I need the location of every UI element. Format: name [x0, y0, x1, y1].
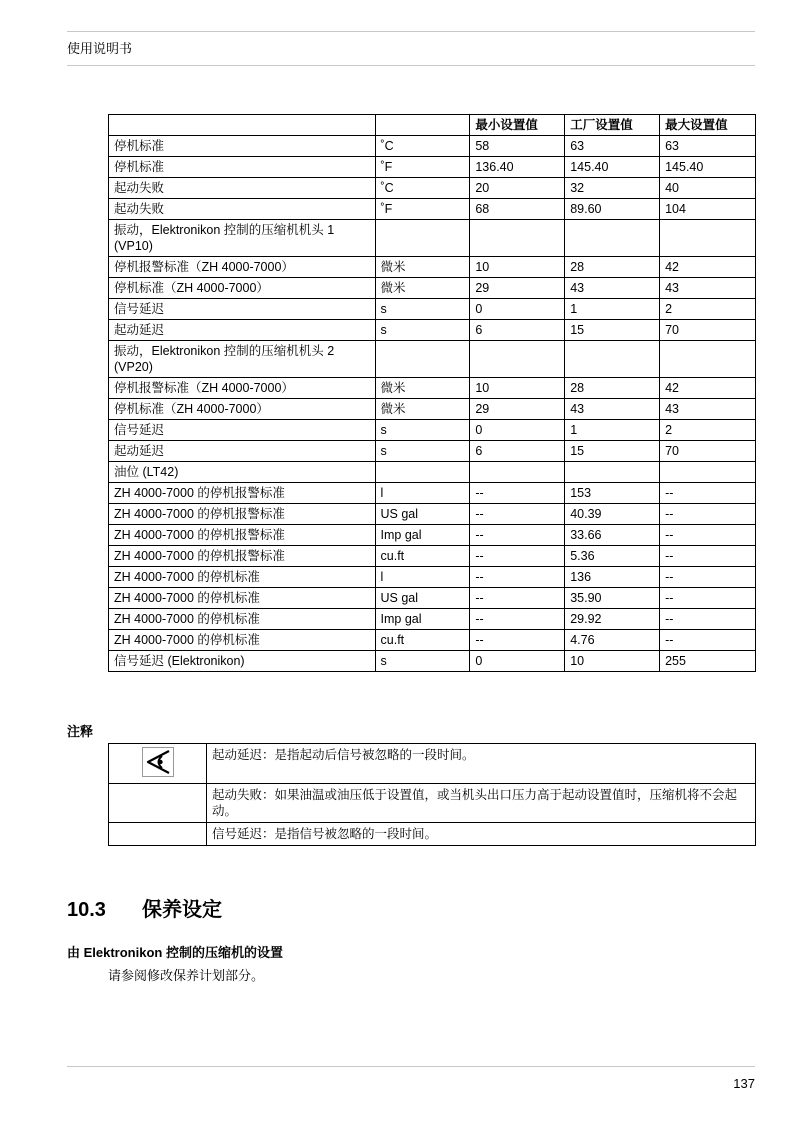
factory-value-cell	[565, 341, 660, 378]
parameter-cell: 停机报警标准（ZH 4000-7000）	[109, 378, 376, 399]
factory-value-cell: 29.92	[565, 609, 660, 630]
factory-value-cell	[565, 220, 660, 257]
max-value-cell: 42	[660, 378, 756, 399]
min-value-cell: 20	[470, 178, 565, 199]
table-row	[109, 399, 756, 420]
unit-cell: US gal	[375, 504, 470, 525]
table-row	[109, 420, 756, 441]
note-row	[109, 744, 756, 784]
min-value-cell: 0	[470, 420, 565, 441]
unit-cell: s	[375, 420, 470, 441]
table-row	[109, 341, 756, 378]
factory-value-cell: 153	[565, 483, 660, 504]
note-text: 起动失败：如果油温或油压低于设置值，或当机头出口压力高于起动设置值时，压缩机将不会起动。	[207, 784, 756, 823]
header-bottom-rule	[67, 65, 755, 66]
settings-table-body	[109, 136, 756, 672]
table-row	[109, 257, 756, 278]
unit-cell: cu.ft	[375, 630, 470, 651]
table-row	[109, 199, 756, 220]
max-value-cell: 43	[660, 399, 756, 420]
factory-value-cell: 43	[565, 278, 660, 299]
max-value-cell: 2	[660, 420, 756, 441]
min-value-cell	[470, 462, 565, 483]
table-row	[109, 320, 756, 341]
factory-value-cell: 15	[565, 441, 660, 462]
unit-cell: l	[375, 483, 470, 504]
table-header-row	[109, 115, 756, 136]
subsection-text: 请参阅修改保养计划部分。	[108, 968, 265, 983]
factory-value-cell: 1	[565, 299, 660, 320]
max-value-cell	[660, 462, 756, 483]
factory-value-cell: 1	[565, 420, 660, 441]
parameter-cell: ZH 4000-7000 的停机报警标准	[109, 504, 376, 525]
header-cell-unit	[375, 115, 470, 136]
table-row	[109, 378, 756, 399]
notes-table	[108, 743, 756, 846]
factory-value-cell: 33.66	[565, 525, 660, 546]
min-value-cell: 0	[470, 299, 565, 320]
unit-cell: 微米	[375, 278, 470, 299]
unit-cell: Imp gal	[375, 609, 470, 630]
max-value-cell: 43	[660, 278, 756, 299]
max-value-cell: 2	[660, 299, 756, 320]
parameter-cell: ZH 4000-7000 的停机标准	[109, 609, 376, 630]
factory-value-cell: 5.36	[565, 546, 660, 567]
parameter-cell: 停机标准	[109, 136, 376, 157]
parameter-cell: 起动失败	[109, 199, 376, 220]
max-value-cell: 104	[660, 199, 756, 220]
unit-cell	[375, 462, 470, 483]
min-value-cell: 0	[470, 651, 565, 672]
parameter-cell: 起动失败	[109, 178, 376, 199]
min-value-cell	[470, 220, 565, 257]
header-cell-min: 最小设置值	[470, 115, 565, 136]
unit-cell: Imp gal	[375, 525, 470, 546]
table-row	[109, 157, 756, 178]
table-row	[109, 525, 756, 546]
document-title: 使用说明书	[67, 41, 133, 56]
factory-value-cell: 32	[565, 178, 660, 199]
factory-value-cell: 136	[565, 567, 660, 588]
min-value-cell: 6	[470, 441, 565, 462]
max-value-cell: --	[660, 609, 756, 630]
max-value-cell: --	[660, 525, 756, 546]
min-value-cell: 6	[470, 320, 565, 341]
max-value-cell: 70	[660, 441, 756, 462]
min-value-cell: 58	[470, 136, 565, 157]
max-value-cell	[660, 220, 756, 257]
max-value-cell: 145.40	[660, 157, 756, 178]
min-value-cell	[470, 341, 565, 378]
parameter-cell: 振动，Elektronikon 控制的压缩机机头 2 (VP20)	[109, 341, 376, 378]
max-value-cell: 40	[660, 178, 756, 199]
table-row	[109, 299, 756, 320]
table-row	[109, 567, 756, 588]
note-icon-cell	[109, 744, 207, 784]
note-row	[109, 823, 756, 846]
section-heading	[67, 893, 222, 922]
table-row	[109, 588, 756, 609]
note-text: 起动延迟：是指起动后信号被忽略的一段时间。	[207, 744, 756, 784]
factory-value-cell: 10	[565, 651, 660, 672]
note-icon-cell-empty	[109, 784, 207, 823]
parameter-cell: 起动延迟	[109, 320, 376, 341]
table-row	[109, 441, 756, 462]
eye-note-icon	[142, 766, 174, 780]
factory-value-cell: 35.90	[565, 588, 660, 609]
unit-cell: l	[375, 567, 470, 588]
unit-cell: 微米	[375, 378, 470, 399]
max-value-cell: 63	[660, 136, 756, 157]
section-number: 10.3	[67, 899, 106, 921]
unit-cell: ˚C	[375, 136, 470, 157]
header-top-rule	[67, 31, 755, 32]
max-value-cell: --	[660, 504, 756, 525]
parameter-cell: 信号延迟	[109, 299, 376, 320]
parameter-cell: ZH 4000-7000 的停机标准	[109, 588, 376, 609]
min-value-cell: --	[470, 525, 565, 546]
page-number: 137	[733, 1076, 755, 1091]
section-title: 保养设定	[142, 899, 222, 921]
min-value-cell: 29	[470, 278, 565, 299]
subsection-heading: 由 Elektronikon 控制的压缩机的设置	[67, 945, 283, 960]
unit-cell: cu.ft	[375, 546, 470, 567]
unit-cell	[375, 220, 470, 257]
parameter-cell: ZH 4000-7000 的停机报警标准	[109, 546, 376, 567]
table-row	[109, 651, 756, 672]
table-row	[109, 136, 756, 157]
parameter-cell: 油位 (LT42)	[109, 462, 376, 483]
unit-cell: s	[375, 651, 470, 672]
max-value-cell: 42	[660, 257, 756, 278]
table-row	[109, 504, 756, 525]
parameter-cell: 停机标准（ZH 4000-7000）	[109, 278, 376, 299]
notes-heading: 注释	[67, 724, 94, 739]
unit-cell: US gal	[375, 588, 470, 609]
table-row	[109, 546, 756, 567]
max-value-cell: --	[660, 546, 756, 567]
unit-cell: ˚C	[375, 178, 470, 199]
unit-cell: s	[375, 320, 470, 341]
min-value-cell: --	[470, 504, 565, 525]
factory-value-cell: 43	[565, 399, 660, 420]
table-row	[109, 462, 756, 483]
min-value-cell: 68	[470, 199, 565, 220]
min-value-cell: --	[470, 588, 565, 609]
min-value-cell: 29	[470, 399, 565, 420]
table-row	[109, 630, 756, 651]
settings-table	[108, 114, 756, 672]
max-value-cell: --	[660, 630, 756, 651]
unit-cell: ˚F	[375, 157, 470, 178]
factory-value-cell: 89.60	[565, 199, 660, 220]
factory-value-cell: 145.40	[565, 157, 660, 178]
parameter-cell: ZH 4000-7000 的停机标准	[109, 567, 376, 588]
note-icon-cell-empty	[109, 823, 207, 846]
parameter-cell: 振动，Elektronikon 控制的压缩机机头 1 (VP10)	[109, 220, 376, 257]
table-row	[109, 483, 756, 504]
factory-value-cell: 40.39	[565, 504, 660, 525]
min-value-cell: --	[470, 609, 565, 630]
max-value-cell: --	[660, 483, 756, 504]
unit-cell: ˚F	[375, 199, 470, 220]
header-cell-parameter	[109, 115, 376, 136]
note-text: 信号延迟：是指信号被忽略的一段时间。	[207, 823, 756, 846]
max-value-cell: 70	[660, 320, 756, 341]
unit-cell: s	[375, 299, 470, 320]
table-row	[109, 178, 756, 199]
parameter-cell: 信号延迟 (Elektronikon)	[109, 651, 376, 672]
footer-rule	[67, 1066, 755, 1067]
parameter-cell: 信号延迟	[109, 420, 376, 441]
min-value-cell: --	[470, 546, 565, 567]
parameter-cell: 停机标准（ZH 4000-7000）	[109, 399, 376, 420]
max-value-cell: --	[660, 567, 756, 588]
parameter-cell: 停机报警标准（ZH 4000-7000）	[109, 257, 376, 278]
note-row	[109, 784, 756, 823]
table-row	[109, 220, 756, 257]
factory-value-cell	[565, 462, 660, 483]
min-value-cell: 136.40	[470, 157, 565, 178]
min-value-cell: 10	[470, 257, 565, 278]
min-value-cell: --	[470, 567, 565, 588]
table-row	[109, 278, 756, 299]
header-cell-max: 最大设置值	[660, 115, 756, 136]
unit-cell: 微米	[375, 399, 470, 420]
min-value-cell: 10	[470, 378, 565, 399]
parameter-cell: ZH 4000-7000 的停机标准	[109, 630, 376, 651]
factory-value-cell: 4.76	[565, 630, 660, 651]
unit-cell: 微米	[375, 257, 470, 278]
unit-cell	[375, 341, 470, 378]
parameter-cell: 停机标准	[109, 157, 376, 178]
header-cell-factory: 工厂设置值	[565, 115, 660, 136]
max-value-cell	[660, 341, 756, 378]
factory-value-cell: 28	[565, 257, 660, 278]
table-row	[109, 609, 756, 630]
min-value-cell: --	[470, 483, 565, 504]
factory-value-cell: 28	[565, 378, 660, 399]
unit-cell: s	[375, 441, 470, 462]
factory-value-cell: 63	[565, 136, 660, 157]
factory-value-cell: 15	[565, 320, 660, 341]
parameter-cell: ZH 4000-7000 的停机报警标准	[109, 525, 376, 546]
parameter-cell: 起动延迟	[109, 441, 376, 462]
min-value-cell: --	[470, 630, 565, 651]
max-value-cell: --	[660, 588, 756, 609]
parameter-cell: ZH 4000-7000 的停机报警标准	[109, 483, 376, 504]
max-value-cell: 255	[660, 651, 756, 672]
